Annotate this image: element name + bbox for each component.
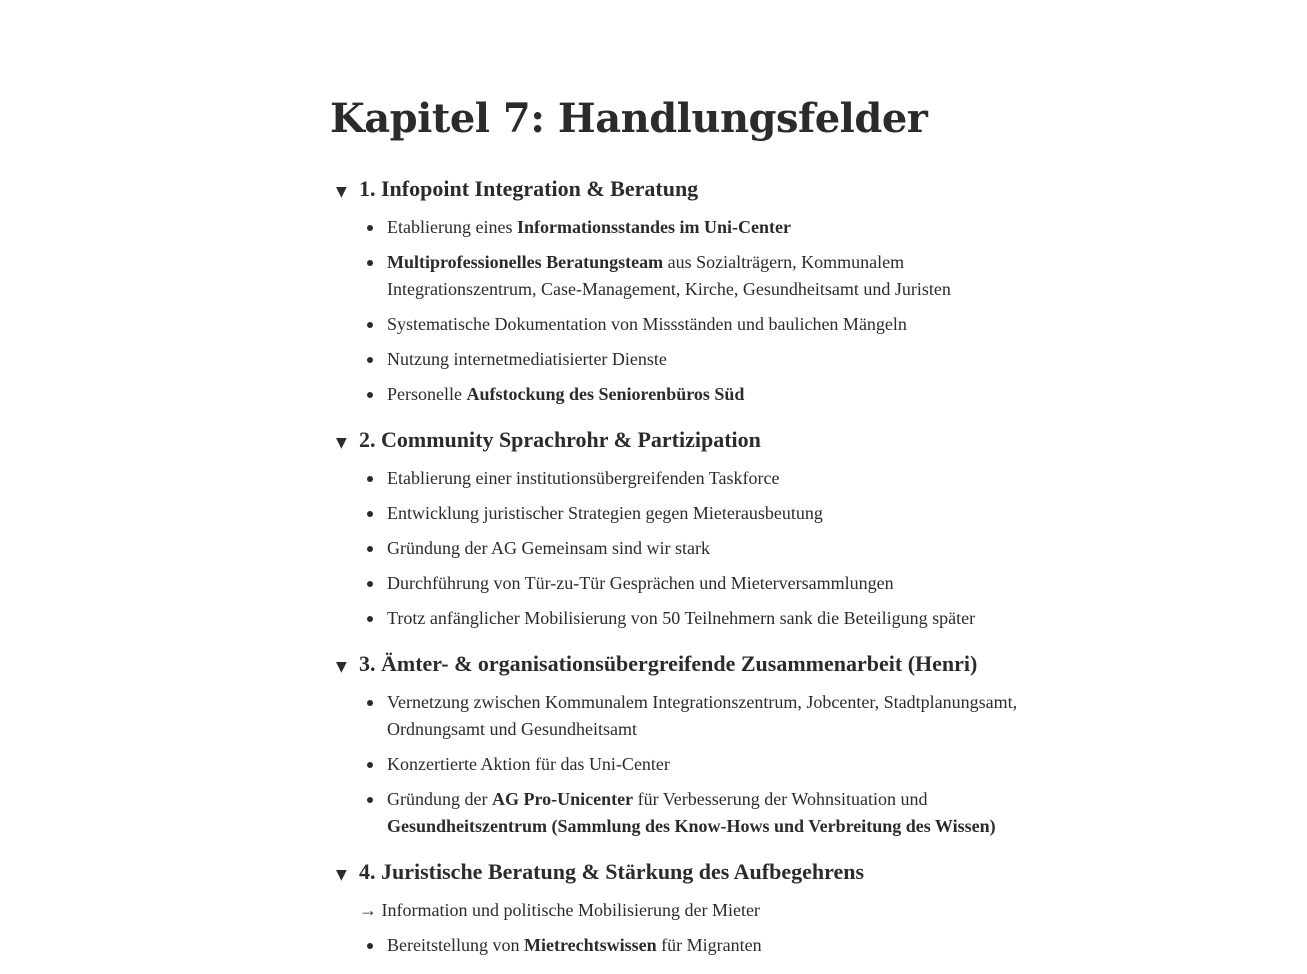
bullet-dot-icon: [367, 700, 373, 706]
list-item: [359, 346, 1050, 373]
text-run: Systematische Dokumentation von Missständen und baulichen Mängeln: [387, 314, 907, 334]
bullet-dot-icon: [367, 581, 373, 587]
toggle-triangle-icon[interactable]: ▼: [336, 184, 347, 200]
toggle-heading[interactable]: [330, 172, 1050, 206]
text-run: Etablierung einer institutionsübergreifenden Taskforce: [387, 468, 780, 488]
bullet-dot-icon: [367, 546, 373, 552]
bullet-dot-icon: [367, 260, 373, 266]
list-item: [359, 689, 1050, 743]
section-title: 2. Community Sprachrohr & Partizipation: [359, 427, 761, 452]
text-run: Entwicklung juristischer Strategien gegen Mieterausbeutung: [387, 503, 823, 523]
list-item: [359, 249, 1050, 303]
bold-text: AG Pro-Unicenter: [491, 789, 634, 809]
page-title: Kapitel 7: Handlungsfelder: [330, 95, 928, 142]
text-run: Gründung der: [387, 789, 492, 809]
bullet-list: [330, 465, 1050, 632]
toggle-section: [330, 647, 1050, 840]
text-run: Vernetzung zwischen Kommunalem Integrationszentrum, Jobcenter, Stadtplanungsamt, Ordnungsamt und Gesundheitsamt: [387, 692, 1018, 739]
bullet-dot-icon: [367, 392, 373, 398]
toggle-triangle-icon[interactable]: ▼: [336, 435, 347, 451]
bold-text: Informationsstandes im Uni-Center: [516, 217, 791, 237]
section-title: 4. Juristische Beratung & Stärkung des Aufbegehrens: [359, 859, 865, 884]
text-run: Gründung der AG Gemeinsam sind wir stark: [387, 538, 710, 558]
list-item: [359, 311, 1050, 338]
toggle-section: [330, 172, 1050, 408]
bullet-dot-icon: [367, 797, 373, 803]
toggle-triangle-icon[interactable]: ▼: [336, 659, 347, 675]
section-title: 3. Ämter- & organisationsübergreifende Zusammenarbeit (Henri): [359, 651, 978, 676]
bullet-list: [330, 689, 1050, 840]
bullet-dot-icon: [367, 511, 373, 517]
bullet-dot-icon: [367, 762, 373, 768]
bold-text: Gesundheitszentrum (Sammlung des Know-Hows und Verbreitung des Wissen): [387, 816, 996, 836]
bold-text: Multiprofessionelles Beratungsteam: [387, 252, 664, 272]
toggle-section: [330, 855, 1050, 959]
bold-text: Mietrechtswissen: [523, 935, 657, 955]
list-item: [359, 381, 1050, 408]
text-run: Bereitstellung von: [387, 935, 524, 955]
list-item: [359, 786, 1050, 840]
text-run: für Verbesserung der Wohnsituation und: [633, 789, 928, 809]
text-run: Trotz anfänglicher Mobilisierung von 50 Teilnehmern sank die Beteiligung später: [387, 608, 976, 628]
section-note: → Information und politische Mobilisierung der Mieter: [359, 900, 760, 920]
list-item: [359, 605, 1050, 632]
text-run: für Migranten: [656, 935, 762, 955]
bullet-dot-icon: [367, 357, 373, 363]
bullet-dot-icon: [367, 225, 373, 231]
toggle-heading[interactable]: [330, 855, 1050, 889]
bullet-list: [330, 214, 1050, 408]
document-page: [330, 92, 1050, 974]
list-item: [359, 465, 1050, 492]
text-run: aus Sozialträgern, Kommunalem Integrationszentrum, Case-Management, Kirche, Gesundheitsamt und Juristen: [387, 252, 951, 299]
text-run: Durchführung von Tür-zu-Tür Gesprächen und Mieterversammlungen: [387, 573, 894, 593]
text-run: Personelle: [387, 384, 467, 404]
toggle-heading[interactable]: [330, 647, 1050, 681]
bullet-dot-icon: [367, 476, 373, 482]
bullet-list: [330, 932, 1050, 959]
bullet-dot-icon: [367, 322, 373, 328]
section-title: 1. Infopoint Integration & Beratung: [359, 176, 699, 201]
list-item: [359, 214, 1050, 241]
toggle-section: [330, 423, 1050, 632]
bullet-dot-icon: [367, 943, 373, 949]
text-run: Konzertierte Aktion für das Uni-Center: [387, 754, 670, 774]
toggle-triangle-icon[interactable]: ▼: [336, 867, 347, 883]
list-item: [359, 500, 1050, 527]
toggle-heading[interactable]: [330, 423, 1050, 457]
bullet-dot-icon: [367, 616, 373, 622]
list-item: [359, 570, 1050, 597]
text-run: Etablierung eines: [387, 217, 517, 237]
bold-text: Aufstockung des Seniorenbüros Süd: [466, 384, 745, 404]
list-item: [359, 535, 1050, 562]
list-item: [359, 751, 1050, 778]
section-list: [330, 172, 1050, 959]
list-item: [359, 932, 1050, 959]
text-run: Nutzung internetmediatisierter Dienste: [387, 349, 667, 369]
